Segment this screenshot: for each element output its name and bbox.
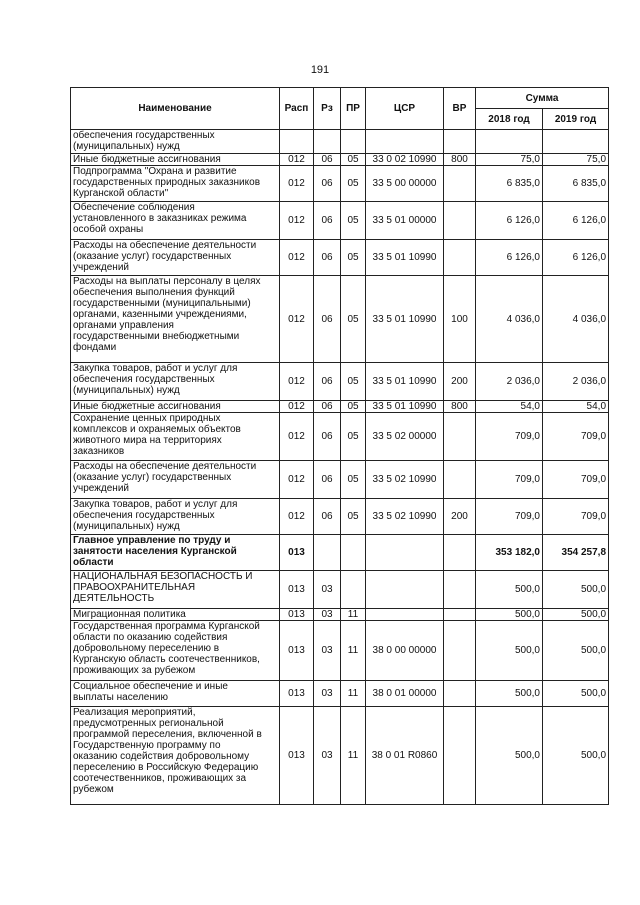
cell-y2019: 500,0 (543, 609, 609, 621)
cell-vr (444, 681, 476, 707)
cell-rasp: 012 (280, 401, 314, 413)
cell-pr: 05 (341, 401, 366, 413)
cell-rasp: 012 (280, 202, 314, 240)
cell-name: Реализация мероприятий, предусмотренных региональной программой переселения, включенной в Государственную программу по оказанию содействия добровольному переселению в Российскую Федерацию соотечественников, проживающих за рубежом (71, 707, 280, 805)
cell-name: Закупка товаров, работ и услуг для обеспечения государственных (муниципальных) нужд (71, 363, 280, 401)
cell-y2018: 75,0 (476, 154, 543, 166)
cell-vr: 800 (444, 154, 476, 166)
cell-pr: 11 (341, 681, 366, 707)
cell-csr: 38 0 01 R0860 (366, 707, 444, 805)
cell-rasp: 012 (280, 413, 314, 461)
cell-pr: 11 (341, 621, 366, 681)
cell-name: Главное управление по труду и занятости населения Курганской области (71, 535, 280, 571)
cell-name: Миграционная политика (71, 609, 280, 621)
cell-name: Иные бюджетные ассигнования (71, 154, 280, 166)
cell-csr: 33 5 02 00000 (366, 413, 444, 461)
cell-pr: 05 (341, 154, 366, 166)
cell-pr: 11 (341, 609, 366, 621)
cell-rz: 03 (314, 571, 341, 609)
cell-rz: 06 (314, 499, 341, 535)
cell-y2018: 2 036,0 (476, 363, 543, 401)
cell-y2018: 500,0 (476, 609, 543, 621)
table-row (71, 401, 609, 413)
cell-vr: 200 (444, 499, 476, 535)
table-row (71, 363, 609, 401)
cell-y2019: 54,0 (543, 401, 609, 413)
cell-name: Обеспечение соблюдения установленного в заказниках режима особой охраны (71, 202, 280, 240)
header-rz: Рз (314, 88, 341, 130)
cell-rz: 03 (314, 707, 341, 805)
cell-name: НАЦИОНАЛЬНАЯ БЕЗОПАСНОСТЬ И ПРАВООХРАНИТЕЛЬНАЯ ДЕЯТЕЛЬНОСТЬ (71, 571, 280, 609)
cell-name: Расходы на обеспечение деятельности (оказание услуг) государственных учреждений (71, 240, 280, 276)
cell-csr: 33 5 01 10990 (366, 276, 444, 363)
cell-rz: 03 (314, 609, 341, 621)
cell-pr (341, 535, 366, 571)
cell-rasp: 013 (280, 681, 314, 707)
cell-rz: 06 (314, 166, 341, 202)
table-row (71, 276, 609, 363)
cell-csr: 33 5 01 10990 (366, 363, 444, 401)
cell-pr (341, 130, 366, 154)
cell-rz: 06 (314, 461, 341, 499)
cell-y2019: 709,0 (543, 499, 609, 535)
header-rasp: Расп (280, 88, 314, 130)
cell-csr: 33 5 01 10990 (366, 401, 444, 413)
cell-vr: 100 (444, 276, 476, 363)
cell-y2018: 500,0 (476, 681, 543, 707)
cell-csr: 38 0 00 00000 (366, 621, 444, 681)
cell-rz: 06 (314, 240, 341, 276)
table-row (71, 707, 609, 805)
cell-csr: 33 5 02 10990 (366, 461, 444, 499)
header-sum: Сумма (476, 88, 609, 109)
cell-rasp: 012 (280, 499, 314, 535)
cell-csr (366, 571, 444, 609)
cell-pr: 05 (341, 276, 366, 363)
cell-y2018: 500,0 (476, 621, 543, 681)
cell-name: Сохранение ценных природных комплексов и охраняемых объектов животного мира на территориях заказников (71, 413, 280, 461)
cell-rasp: 012 (280, 276, 314, 363)
cell-y2019: 6 126,0 (543, 202, 609, 240)
cell-rz: 06 (314, 276, 341, 363)
page-number: 191 (310, 64, 330, 76)
cell-name: Подпрограмма "Охрана и развитие государственных природных заказников Курганской области" (71, 166, 280, 202)
cell-y2018: 6 126,0 (476, 240, 543, 276)
cell-y2019: 500,0 (543, 681, 609, 707)
cell-name: Социальное обеспечение и иные выплаты населению (71, 681, 280, 707)
cell-csr: 33 5 00 00000 (366, 166, 444, 202)
table-row (71, 681, 609, 707)
cell-vr (444, 202, 476, 240)
cell-y2018: 709,0 (476, 499, 543, 535)
cell-y2018: 6 126,0 (476, 202, 543, 240)
cell-vr (444, 609, 476, 621)
cell-y2018: 709,0 (476, 461, 543, 499)
cell-name: Государственная программа Курганской области по оказанию содействия добровольному переселению в Курганскую область соотечественников, проживающих за рубежом (71, 621, 280, 681)
cell-csr: 38 0 01 00000 (366, 681, 444, 707)
cell-name: Расходы на выплаты персоналу в целях обеспечения выполнения функций государственными (муниципальными) органами, казенными учреждениями, органами управления государственными внебюджетными фондами (71, 276, 280, 363)
cell-y2019: 6 835,0 (543, 166, 609, 202)
cell-pr: 05 (341, 240, 366, 276)
cell-csr (366, 609, 444, 621)
cell-vr: 200 (444, 363, 476, 401)
header-csr: ЦСР (366, 88, 444, 130)
cell-rz: 06 (314, 154, 341, 166)
table-row (71, 202, 609, 240)
header-2018: 2018 год (476, 109, 543, 130)
cell-rz: 06 (314, 363, 341, 401)
table-row (71, 461, 609, 499)
cell-y2018: 709,0 (476, 413, 543, 461)
cell-csr (366, 535, 444, 571)
cell-pr: 05 (341, 461, 366, 499)
table-row (71, 166, 609, 202)
cell-rasp: 012 (280, 461, 314, 499)
table-row (71, 535, 609, 571)
cell-y2019: 6 126,0 (543, 240, 609, 276)
table-row (71, 571, 609, 609)
header-pr: ПР (341, 88, 366, 130)
cell-rasp: 012 (280, 363, 314, 401)
cell-y2018: 353 182,0 (476, 535, 543, 571)
cell-rasp: 013 (280, 609, 314, 621)
cell-y2019: 709,0 (543, 413, 609, 461)
header-vr: ВР (444, 88, 476, 130)
cell-vr (444, 461, 476, 499)
cell-rasp: 013 (280, 707, 314, 805)
table-row (71, 499, 609, 535)
cell-rasp: 012 (280, 166, 314, 202)
table-row (71, 609, 609, 621)
cell-rasp: 012 (280, 154, 314, 166)
cell-y2018: 500,0 (476, 707, 543, 805)
cell-pr: 05 (341, 363, 366, 401)
table-row (71, 413, 609, 461)
cell-rz: 06 (314, 202, 341, 240)
cell-name: Иные бюджетные ассигнования (71, 401, 280, 413)
cell-y2019: 2 036,0 (543, 363, 609, 401)
table-body (71, 130, 609, 805)
cell-vr (444, 240, 476, 276)
cell-rz: 03 (314, 681, 341, 707)
cell-vr (444, 707, 476, 805)
cell-y2018 (476, 130, 543, 154)
cell-vr (444, 571, 476, 609)
table-row (71, 130, 609, 154)
header-2019: 2019 год (543, 109, 609, 130)
cell-vr (444, 413, 476, 461)
cell-y2019 (543, 130, 609, 154)
cell-csr: 33 5 02 10990 (366, 499, 444, 535)
cell-vr (444, 535, 476, 571)
cell-y2019: 500,0 (543, 621, 609, 681)
header-name: Наименование (71, 88, 280, 130)
cell-pr: 05 (341, 202, 366, 240)
cell-rasp: 013 (280, 621, 314, 681)
cell-rz: 06 (314, 401, 341, 413)
cell-rz: 03 (314, 621, 341, 681)
cell-csr (366, 130, 444, 154)
cell-csr: 33 5 01 10990 (366, 240, 444, 276)
cell-vr: 800 (444, 401, 476, 413)
cell-rz (314, 130, 341, 154)
cell-rasp: 012 (280, 240, 314, 276)
cell-name: Расходы на обеспечение деятельности (оказание услуг) государственных учреждений (71, 461, 280, 499)
cell-y2018: 6 835,0 (476, 166, 543, 202)
cell-y2019: 500,0 (543, 571, 609, 609)
table-row (71, 154, 609, 166)
cell-pr: 11 (341, 707, 366, 805)
cell-vr (444, 130, 476, 154)
cell-vr (444, 621, 476, 681)
table-row (71, 621, 609, 681)
cell-rasp (280, 130, 314, 154)
cell-pr: 05 (341, 166, 366, 202)
cell-vr (444, 166, 476, 202)
cell-csr: 33 0 02 10990 (366, 154, 444, 166)
cell-pr (341, 571, 366, 609)
cell-pr: 05 (341, 413, 366, 461)
cell-rasp: 013 (280, 571, 314, 609)
cell-y2019: 75,0 (543, 154, 609, 166)
cell-y2018: 4 036,0 (476, 276, 543, 363)
cell-rasp: 013 (280, 535, 314, 571)
cell-y2019: 4 036,0 (543, 276, 609, 363)
cell-rz (314, 535, 341, 571)
cell-rz: 06 (314, 413, 341, 461)
cell-y2019: 354 257,8 (543, 535, 609, 571)
cell-pr: 05 (341, 499, 366, 535)
cell-y2019: 500,0 (543, 707, 609, 805)
cell-csr: 33 5 01 00000 (366, 202, 444, 240)
cell-name: обеспечения государственных (муниципальных) нужд (71, 130, 280, 154)
cell-y2018: 500,0 (476, 571, 543, 609)
table-row (71, 240, 609, 276)
cell-name: Закупка товаров, работ и услуг для обеспечения государственных (муниципальных) нужд (71, 499, 280, 535)
budget-table (70, 87, 609, 805)
cell-y2018: 54,0 (476, 401, 543, 413)
cell-y2019: 709,0 (543, 461, 609, 499)
